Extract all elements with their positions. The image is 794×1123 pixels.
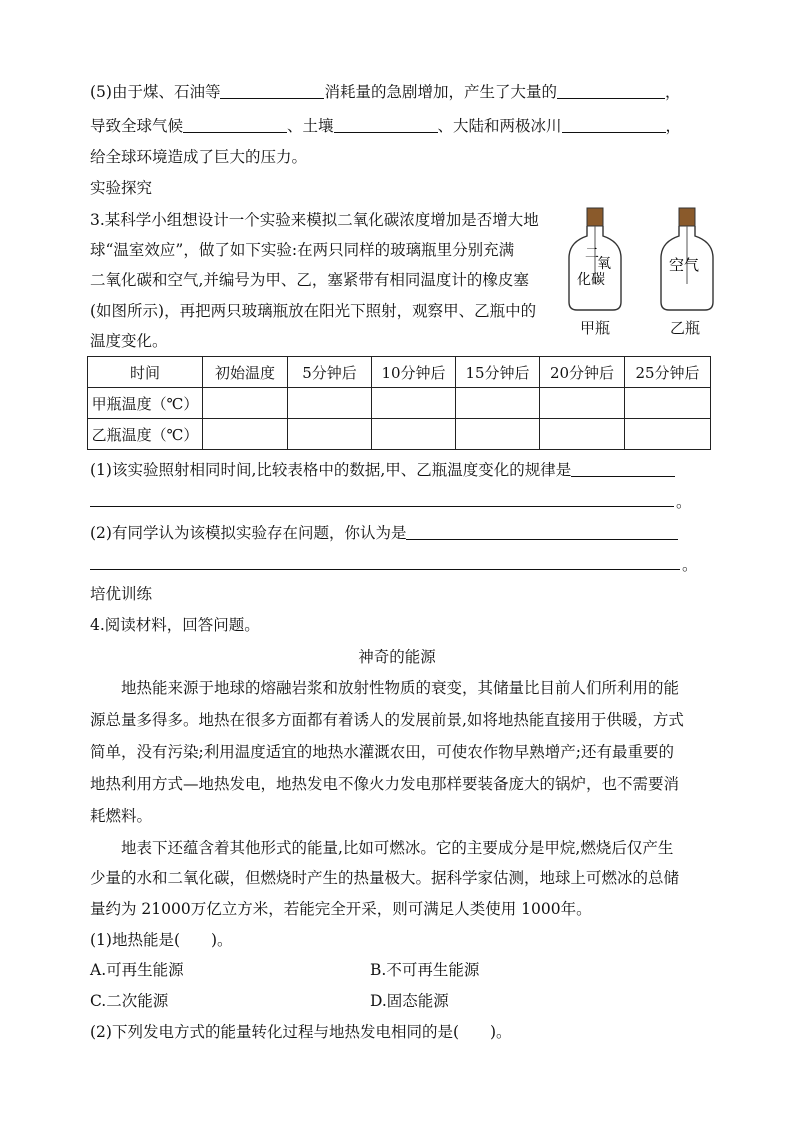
table-cell[interactable] bbox=[288, 388, 372, 419]
article-line: 源总量多得多。地热在很多方面都有着诱人的发展前景,如将地热能直接用于供暖，方式 bbox=[90, 711, 684, 729]
jar-b-label: 乙瓶 bbox=[670, 319, 701, 337]
table-header: 5分钟后 bbox=[288, 357, 372, 388]
q3-line2: 球“温室效应”，做了如下实验:在两只同样的玻璃瓶里分别充满 bbox=[90, 241, 515, 259]
blank[interactable] bbox=[220, 82, 324, 99]
table-cell[interactable] bbox=[372, 419, 456, 450]
table-cell[interactable] bbox=[625, 419, 711, 450]
table-header: 15分钟后 bbox=[456, 357, 540, 388]
answer-blank[interactable] bbox=[406, 523, 678, 540]
jar-a-char2: 氧 bbox=[597, 256, 611, 272]
table-header-row bbox=[88, 357, 711, 388]
table-cell[interactable] bbox=[288, 419, 372, 450]
answer-line[interactable] bbox=[90, 569, 680, 570]
row-label: 乙瓶温度（℃） bbox=[88, 419, 203, 450]
article-line: 地表下还蕴含着其他形式的能量,比如可燃冰。它的主要成分是甲烷,燃烧后仅产生 bbox=[121, 839, 674, 857]
section-heading-training: 培优训练 bbox=[90, 585, 153, 603]
table-header: 20分钟后 bbox=[540, 357, 625, 388]
table-header: 时间 bbox=[88, 357, 203, 388]
blank[interactable] bbox=[334, 116, 438, 133]
q4-stem: 4.阅读材料，回答问题。 bbox=[90, 616, 260, 634]
q3-line1: 3.某科学小组想设计一个实验来模拟二氧化碳浓度增加是否增大地 bbox=[90, 211, 539, 229]
period: 。 bbox=[682, 556, 698, 574]
q3-2-line1: (2)有同学认为该模拟实验存在问题，你认为是 bbox=[90, 523, 678, 543]
table-row bbox=[88, 388, 711, 419]
answer-line[interactable] bbox=[90, 506, 674, 507]
option-d[interactable]: D.固态能源 bbox=[370, 992, 449, 1010]
blank[interactable] bbox=[557, 82, 665, 99]
table-header: 10分钟后 bbox=[372, 357, 456, 388]
q4-1-stem: (1)地热能是( )。 bbox=[90, 931, 233, 949]
article-line: 地热能来源于地球的熔融岩浆和放射性物质的衰变，其储量比目前人们所利用的能 bbox=[121, 679, 680, 697]
table-row bbox=[88, 419, 711, 450]
table-header: 初始温度 bbox=[203, 357, 288, 388]
q3-line3: 二氧化碳和空气,并编号为甲、乙，塞紧带有相同温度计的橡皮塞 bbox=[90, 271, 529, 289]
article-line: 少量的水和二氧化碳，但燃烧时产生的热量极大。据科学家估测，地球上可燃冰的总储 bbox=[90, 869, 680, 887]
temperature-table bbox=[87, 356, 711, 450]
table-cell[interactable] bbox=[540, 388, 625, 419]
blank[interactable] bbox=[183, 116, 287, 133]
q5-line3: 给全球环境造成了巨大的压力。 bbox=[90, 148, 308, 166]
table-cell[interactable] bbox=[456, 388, 540, 419]
q3-line4: (如图所示)，再把两只玻璃瓶放在阳光下照射，观察甲、乙瓶中的 bbox=[90, 302, 537, 320]
q5-line1: (5)由于煤、石油等 消耗量的急剧增加，产生了大量的 ， bbox=[90, 83, 681, 101]
q3-1-line1: (1)该实验照射相同时间,比较表格中的数据,甲、乙瓶温度变化的规律是 bbox=[90, 460, 675, 480]
article-line: 地热利用方式—地热发电，地热发电不像火力发电那样要装备庞大的锅炉，也不需要消 bbox=[90, 775, 680, 793]
row-label: 甲瓶温度（℃） bbox=[88, 388, 203, 419]
answer-blank[interactable] bbox=[571, 460, 675, 477]
jar-a-char1: 二 bbox=[585, 246, 599, 262]
jar-a-figure bbox=[563, 206, 627, 314]
option-c[interactable]: C.二次能源 bbox=[90, 992, 169, 1010]
jar-b-text: 空气 bbox=[669, 256, 700, 274]
option-a[interactable]: A.可再生能源 bbox=[90, 961, 184, 979]
table-cell[interactable] bbox=[372, 388, 456, 419]
q5-line2: 导致全球气候 、土壤 、大陆和两极冰川 ， bbox=[90, 117, 682, 135]
table-cell[interactable] bbox=[203, 388, 288, 419]
article-line: 简单，没有污染;利用温度适宜的地热水灌溉农田，可使农作物早熟增产;还有最重要的 bbox=[90, 743, 674, 761]
jar-b-figure bbox=[655, 206, 719, 314]
jar-a-char3: 化碳 bbox=[577, 272, 605, 288]
table-cell[interactable] bbox=[625, 388, 711, 419]
section-heading-experiment: 实验探究 bbox=[90, 179, 153, 197]
blank[interactable] bbox=[562, 116, 666, 133]
table-header: 25分钟后 bbox=[625, 357, 711, 388]
q3-line5: 温度变化。 bbox=[90, 332, 168, 350]
jar-a-label: 甲瓶 bbox=[580, 319, 611, 337]
table-cell[interactable] bbox=[203, 419, 288, 450]
article-line: 量约为 21000万亿立方米，若能完全开采，则可满足人类使用 1000年。 bbox=[90, 900, 592, 918]
period: 。 bbox=[676, 493, 692, 511]
article-title: 神奇的能源 bbox=[358, 648, 436, 666]
article-line: 耗燃料。 bbox=[90, 807, 153, 825]
table-cell[interactable] bbox=[456, 419, 540, 450]
table-cell[interactable] bbox=[540, 419, 625, 450]
option-b[interactable]: B.不可再生能源 bbox=[370, 961, 480, 979]
q4-2-stem: (2)下列发电方式的能量转化过程与地热发电相同的是( )。 bbox=[90, 1023, 512, 1041]
